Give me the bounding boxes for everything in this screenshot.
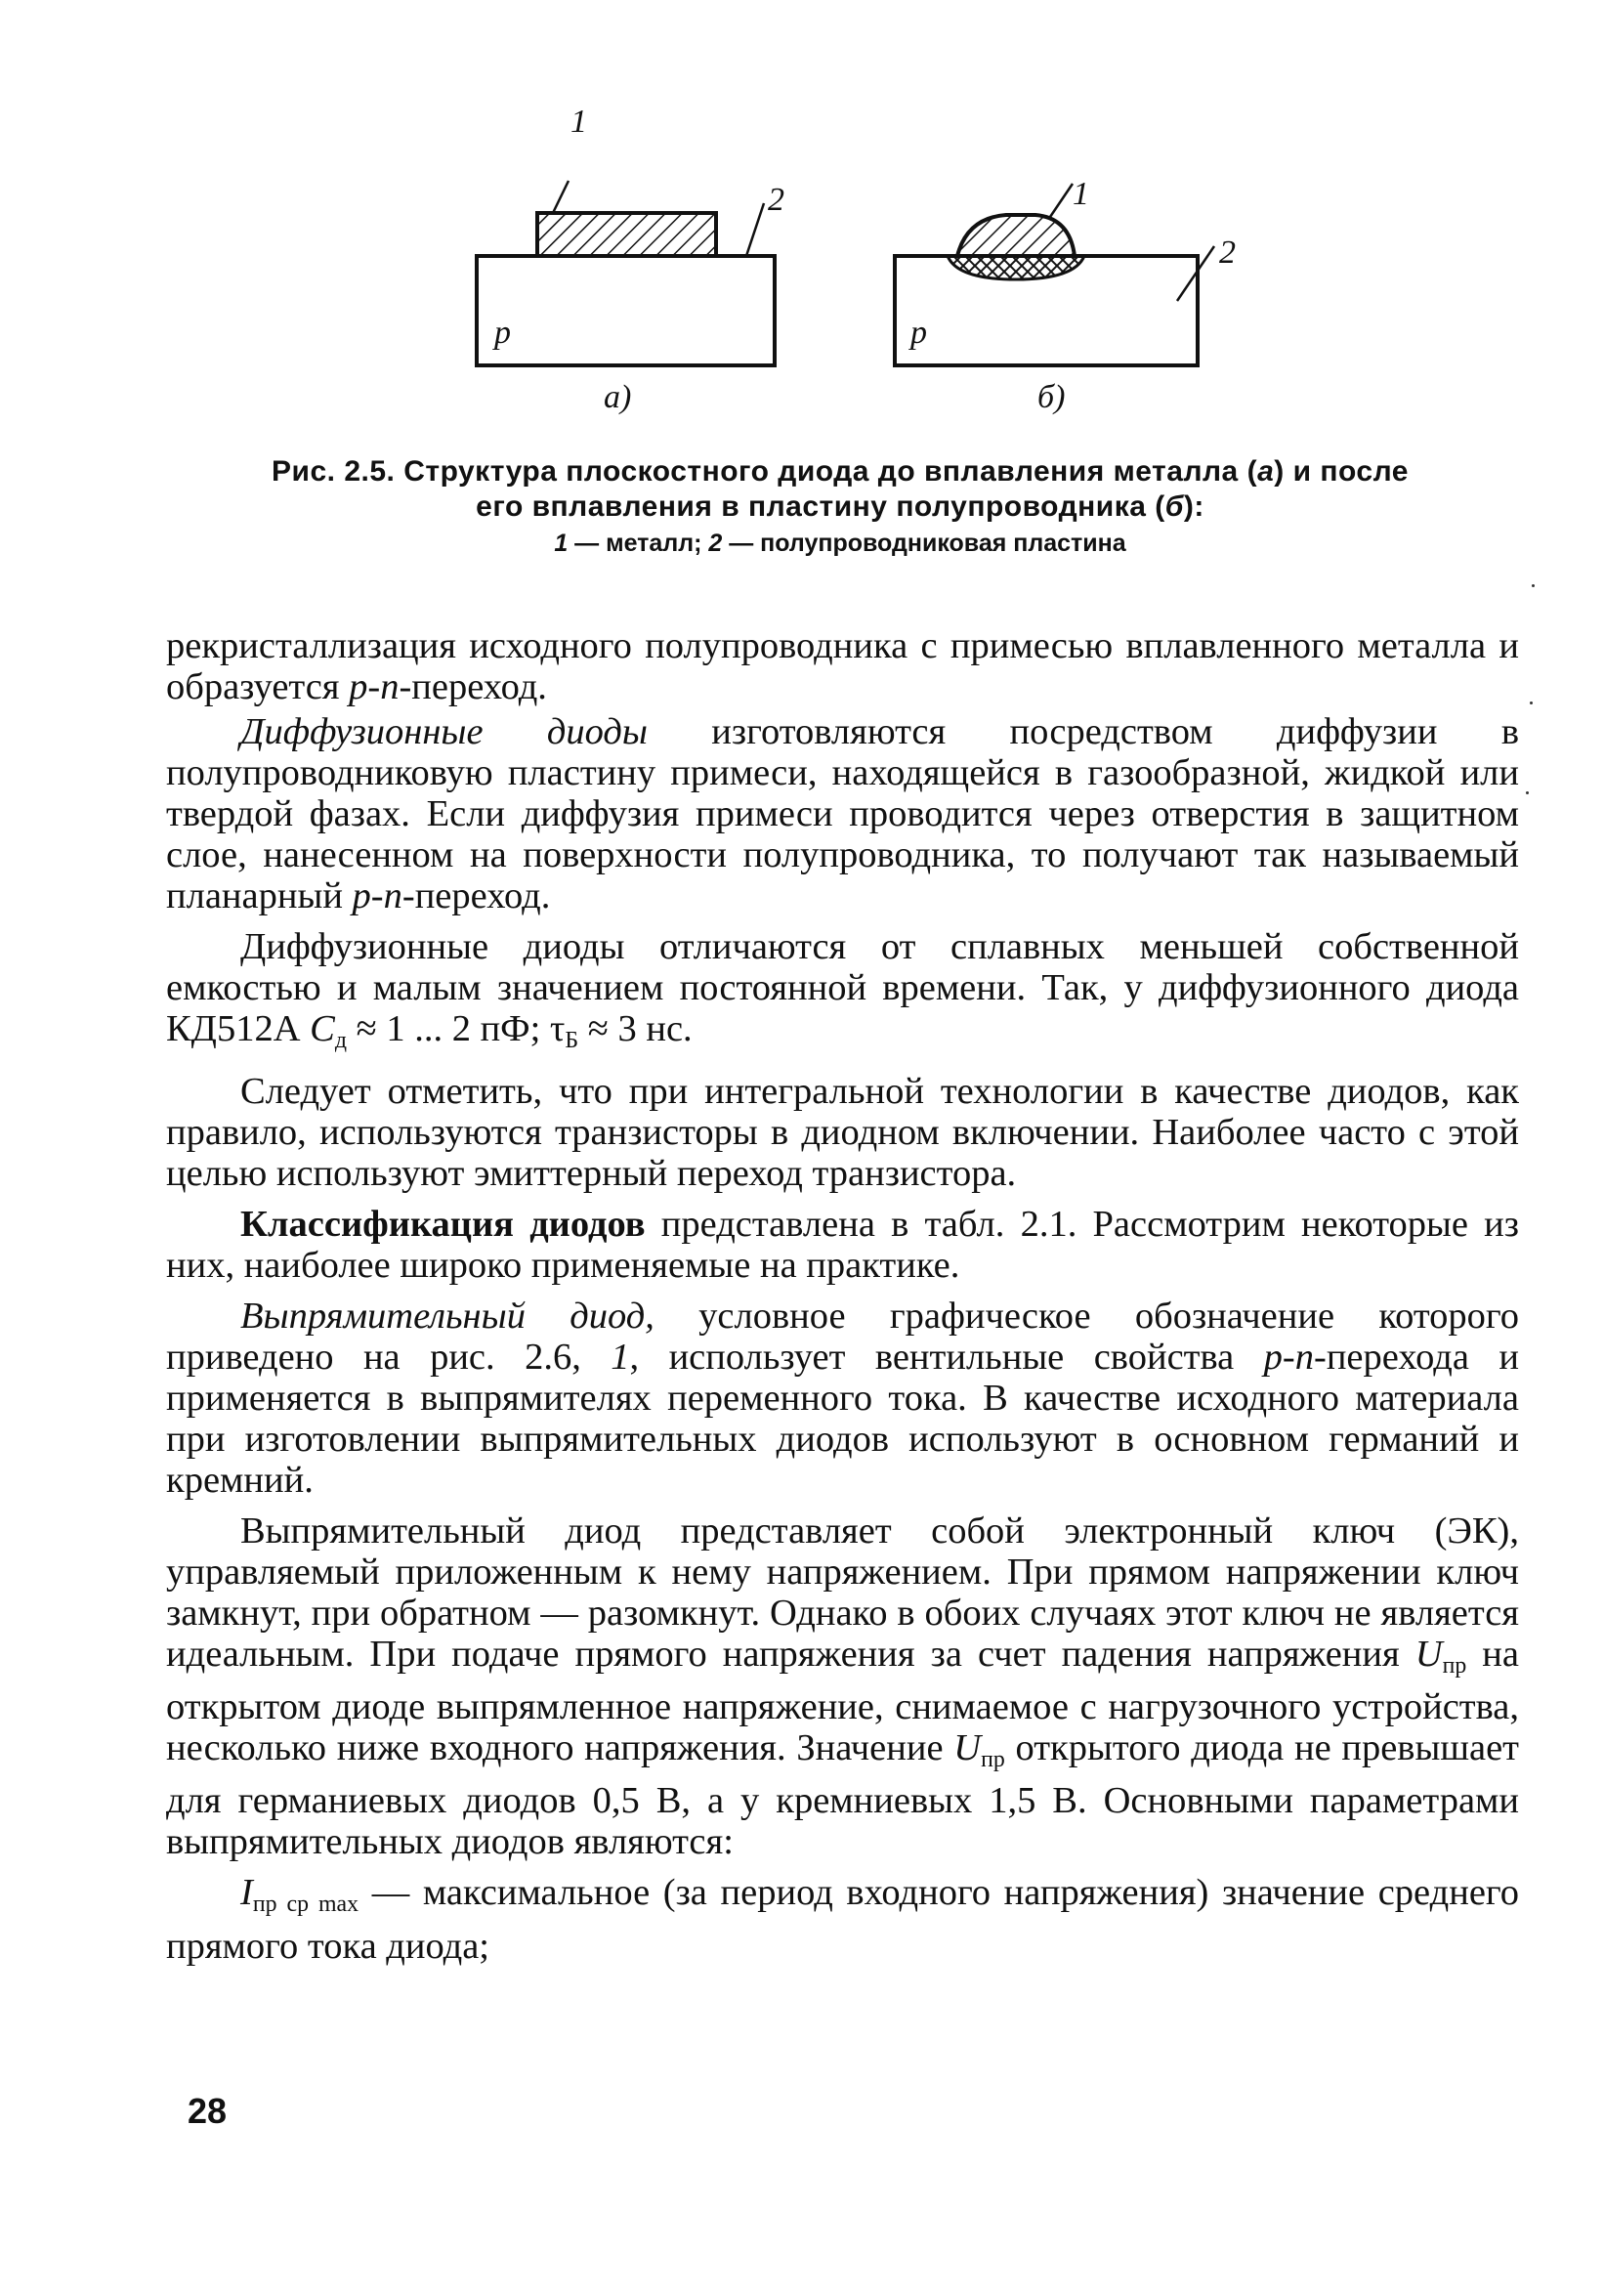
paragraph-1: рекристаллизация исходного полупроводника с примесью вплавленного металла и образуется p-n-переход.: [166, 625, 1519, 707]
leader-line-1-a: [553, 181, 569, 213]
diagram-a: [477, 181, 775, 365]
caption-title: Рис. 2.5. Структура плоскостного диода до вплавления металла (а) и после его вплавления в пластину полупроводника (б):: [272, 455, 1409, 523]
label-a: а): [604, 379, 632, 415]
body-text: [166, 625, 1519, 1967]
metal-layer-a: [537, 213, 716, 256]
leader-line-1-b: [1050, 184, 1073, 217]
paragraph-2: Диффузионные диоды изготовляются посредством диффузии в полупроводниковую пластину примеси, находящейся в газообразной, жидкой или твердой фазах. Если диффузия примеси проводится через отверстия в защитном слое, нанесенном на поверхности полупроводника, то получают так называемый планарный p-n-переход.: [166, 711, 1519, 916]
paragraph-6: Выпрямительный диод, условное графическое обозначение которого приведено на рис. 2.6, 1, использует вентильные свойства p-n-перехода и применяется в выпрямителях переменного тока. В качестве исходного материала при изготовлении выпрямительных диодов используют в основном германий и кремний.: [166, 1296, 1519, 1502]
recrystallized-region-b: [948, 256, 1084, 279]
caption-legend: 1 — металл; 2 — полупроводниковая пластина: [554, 530, 1126, 557]
paragraph-3: Диффузионные диоды отличаются от сплавных меньшей собственной емкостью и малым значением постоянной времени. Так, у диффузионного диода КД512А $C_д \approx 1$ ... 2 пФ; $\tau_Б \approx 3$ нс.: [166, 926, 1519, 1054]
figure-caption: [156, 454, 1524, 560]
diagram-b: [895, 184, 1214, 365]
paragraph-5: Классификация диодов представлена в табл. 2.1. Рассмотрим некоторые из них, наиболее широко применяемые на практике.: [166, 1204, 1519, 1287]
marker-2-b: 2: [1219, 234, 1236, 271]
region-p-b: p: [910, 315, 927, 351]
scan-speck: [1532, 584, 1535, 587]
paragraph-7: Выпрямительный диод представляет собой электронный ключ (ЭК), управляемый приложенным к нему напряжением. При прямом напряжении ключ замкнут, при обратном — разомкнут. Однако в обоих случаях этот ключ не является идеальным. При подаче прямого напряжения за счет падения напряжения $U_{пр}$ на открытом диоде выпрямленное напряжение, снимаемое с нагрузочного устройства, несколько ниже входного напряжения. Значение $U_{пр}$ открытого диода не превышает для германиевых диодов 0,5 В, а у кремниевых 1,5 В. Основными параметрами выпрямительных диодов являются:: [166, 1510, 1520, 1863]
semiconductor-plate-a: [477, 256, 775, 365]
figure-2-5: [459, 104, 1299, 430]
label-b: б): [1037, 379, 1066, 415]
page-number: 28: [188, 2091, 228, 2131]
diode-structure-diagram: [459, 137, 1299, 430]
scan-speck: [1526, 791, 1529, 794]
paragraph-4: Следует отметить, что при интегральной технологии в качестве диодов, как правило, используются транзисторы в диодном включении. Наиболее часто с этой целью используют эмиттерный переход транзистора.: [166, 1071, 1519, 1195]
leader-line-2-a: [746, 203, 764, 256]
marker-1-b: 1: [1073, 176, 1089, 212]
region-p-a: p: [494, 315, 511, 351]
scan-speck: [1530, 702, 1533, 704]
marker-1-a: 1: [570, 104, 587, 140]
paragraph-8: $I_{пр ср max}$ — максимальное (за период входного напряжения) значение среднего прямого тока диода;: [166, 1872, 1519, 1967]
alloyed-metal-b: [957, 215, 1075, 256]
marker-2-a: 2: [768, 182, 784, 218]
